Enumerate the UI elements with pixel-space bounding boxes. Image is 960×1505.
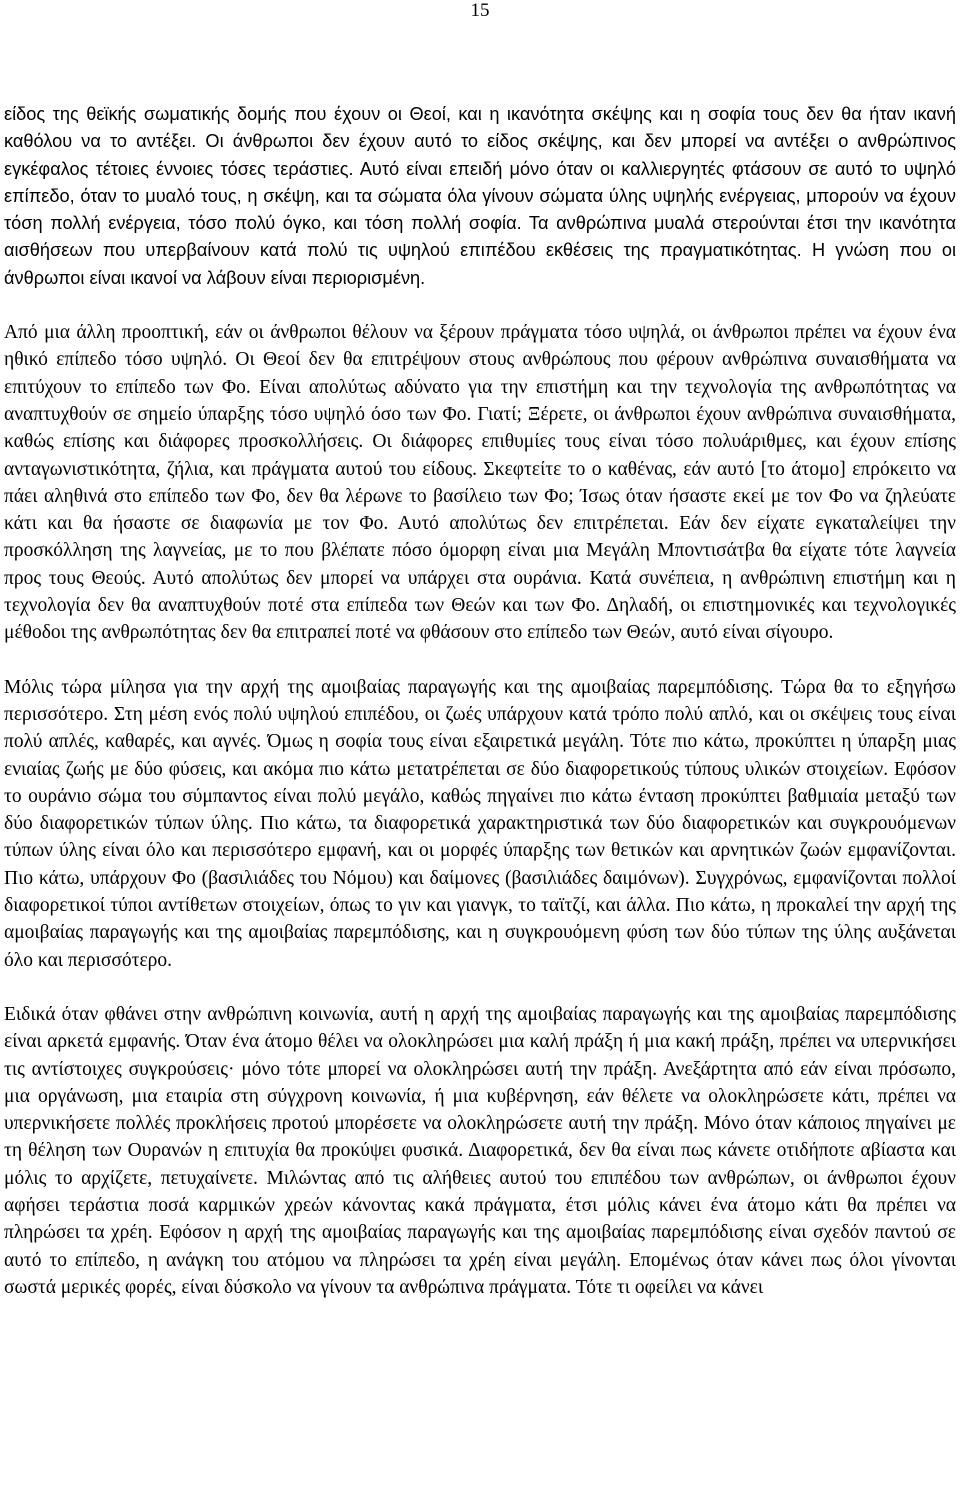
paragraph xyxy=(4,1001,956,1301)
paragraph xyxy=(4,319,956,647)
paragraph-text: Μόλις τώρα μίλησα για την αρχή της αμοιβαίας παραγωγής και της αμοιβαίας παρεμπόδισης. Τώρα θα το εξηγήσω περισσότερο. Στη μέση ενός πολύ υψηλού επιπέδου, οι ζωές υπάρχουν κατά τρόπο πολύ απλό, και οι σκέψεις τους είναι πολύ απλές, καθαρές, και αγνές. Όμως η σοφία τους είναι εξαιρετικά μεγάλη. Τότε πιο κάτω, προκύπτει η ύπαρξη μιας ενιαίας ζωής με δύο φύσεις, και ακόμα πιο κάτω μετατρέπεται σε δύο διαφορετικούς τύπους υλικών στοιχείων. Εφόσον το ουράνιο σώμα του σύμπαντος είναι πολύ μεγάλο, καθώς πηγαίνει πιο κάτω ένταση προκύπτει βαθμιαία μεταξύ των δύο διαφορετικών τύπων ύλης. Πιο κάτω, τα διαφορετικά χαρακτηριστικά των δύο διαφορετικών και συγκρουόμενων τύπων ύλης είναι όλο και περισσότερο εμφανή, και οι μορφές ύπαρξης των θετικών και αρνητικών ζωών εμφανίζονται. Πιο κάτω, υπάρχουν Φο (βασιλιάδες του Νόμου) και δαίμονες (βασιλιάδες δαιμόνων). Συγχρόνως, εμφανίζονται πολλοί διαφορετικοί τύποι αντίθετων στοιχείων, όπως το γιν και γιανγκ, το ταϊτζί, και άλλα. Πιο κάτω, η προκαλεί την αρχή της αμοιβαίας παραγωγής και της αμοιβαίας παρεμπόδισης, και η συγκρουόμενη φύση των δύο τύπων της ύλης αυξάνεται όλο και περισσότερο. xyxy=(4,676,956,971)
paragraph xyxy=(4,674,956,974)
paragraph xyxy=(4,101,956,292)
paragraph-text: είδος της θεϊκής σωματικής δομής που έχουν οι Θεοί, και η ικανότητα σκέψης και η σοφία τους δεν θα ήταν ικανή καθόλου να το αντέξει. Οι άνθρωποι δεν έχουν αυτό το είδος σκέψης, και δεν μπορεί να αντέξει ο ανθρώπινος εγκέφαλος τέτοιες έννοιες τόσες τεράστιες. Αυτό είναι επειδή μόνο όταν οι καλλιεργητές φτάσουν σε αυτό το υψηλό επίπεδο, όταν το μυαλό τους, η σκέψη, και τα σώματα όλα γίνουν σώματα ύλης υψηλής ενέργειας, μπορούν να έχουν τόση πολλή ενέργεια, τόσο πολύ όγκο, και τόση πολλή σοφία. Τα ανθρώπινα μυαλά στερούνται έτσι την ικανότητα αισθήσεων που υπερβαίνουν κατά πολύ τις υψηλού επιπέδου εκθέσεις της πραγματικότητας. Η γνώση που οι άνθρωποι είναι ικανοί να λάβουν είναι περιορισμένη. xyxy=(4,104,956,288)
document-body xyxy=(4,101,956,1301)
paragraph-text: Ειδικά όταν φθάνει στην ανθρώπινη κοινωνία, αυτή η αρχή της αμοιβαίας παραγωγής και της αμοιβαίας παρεμπόδισης είναι αρκετά εμφανής. Όταν ένα άτομο θέλει να ολοκληρώσει μια καλή πράξη ή μια κακή πράξη, πρέπει να υπερνικήσει τις αντίστοιχες συγκρούσεις· μόνο τότε μπορεί να ολοκληρώσει αυτή την πράξη. Ανεξάρτητα από εάν είναι πρόσωπο, μια οργάνωση, μια εταιρία στη σύγχρονη κοινωνία, ή μια κυβέρνηση, εάν θέλετε να ολοκληρώσετε κάτι, πρέπει να υπερνικήσετε πολλές προκλήσεις προτού μπορέσετε να ολοκληρώσετε αυτή την πράξη. Μόνο όταν κάποιος πηγαίνει με τη θέληση των Ουρανών η επιτυχία θα προκύψει φυσικά. Διαφορετικά, δεν θα είναι πως κάνετε οτιδήποτε αβίαστα και μόλις το αρχίζετε, πετυχαίνετε. Μιλώντας από τις αλήθειες αυτού του επιπέδου των ανθρώπων, οι άνθρωποι έχουν αφήσει τεράστια ποσά καρμικών χρεών κάνοντας κακά πράγματα, έτσι μόλις κάνει ένα άτομο κάτι θα πρέπει να πληρώσει τα χρέη. Εφόσον η αρχή της αμοιβαίας παραγωγής και της αμοιβαίας παρεμπόδισης είναι σχεδόν παντού σε αυτό το επίπεδο, η ανάγκη του ατόμου να πληρώσει τα χρέη είναι μεγάλη. Επομένως όταν κάνει πως όλοι γίνονται σωστά μερικές φορές, είναι δύσκολο να γίνουν τα ανθρώπινα πράγματα. Τότε τι οφείλει να κάνει xyxy=(4,1003,956,1298)
page-number: 15 xyxy=(470,0,490,21)
paragraph-text: Από μια άλλη προοπτική, εάν οι άνθρωποι θέλουν να ξέρουν πράγματα τόσο υψηλά, οι άνθρωποι πρέπει να έχουν ένα ηθικό επίπεδο τόσο υψηλό. Οι Θεοί δεν θα επιτρέψουν στους ανθρώπους που φέρουν ανθρώπινα συναισθήματα να επιτύχουν το επίπεδο των Φο. Είναι απολύτως αδύνατο για την επιστήμη και την τεχνολογία της ανθρωπότητας να αναπτυχθούν σε σημείο ύπαρξης τόσο υψηλό όσο των Φο. Γιατί; Ξέρετε, οι άνθρωποι έχουν ανθρώπινα συναισθήματα, καθώς επίσης και διάφορες προσκολλήσεις. Οι διάφορες επιθυμίες τους είναι τόσο πολυάριθμες, και έχουν επίσης ανταγωνιστικότητα, ζήλια, και πράγματα αυτού του είδους. Σκεφτείτε το ο καθένας, εάν αυτό [το άτομο] επρόκειτο να πάει αληθινά στο επίπεδο των Φο, δεν θα λέρωνε το βασίλειο των Φο; Ίσως όταν ήσαστε εκεί με τον Φο να ζηλεύατε κάτι και θα ήσαστε σε διαφωνία με τον Φο. Αυτό απολύτως δεν επιτρέπεται. Εάν δεν είχατε εγκαταλείψει την προσκόλληση της λαγνείας, με το που βλέπατε πόσο όμορφη είναι μια Μεγάλη Μποντισάτβα θα είχατε τότε λαγνεία προς τους Θεούς. Αυτό απολύτως δεν μπορεί να υπάρχει στα ουράνια. Κατά συνέπεια, η ανθρώπινη επιστήμη και η τεχνολογία δεν θα αναπτυχθούν ποτέ στα επίπεδα των Θεών και των Φο. Δηλαδή, οι επιστημονικές και τεχνολογικές μέθοδοι της ανθρωπότητας δεν θα επιτραπεί ποτέ να φθάσουν στο επίπεδο των Θεών, αυτό είναι σίγουρο. xyxy=(4,322,956,644)
